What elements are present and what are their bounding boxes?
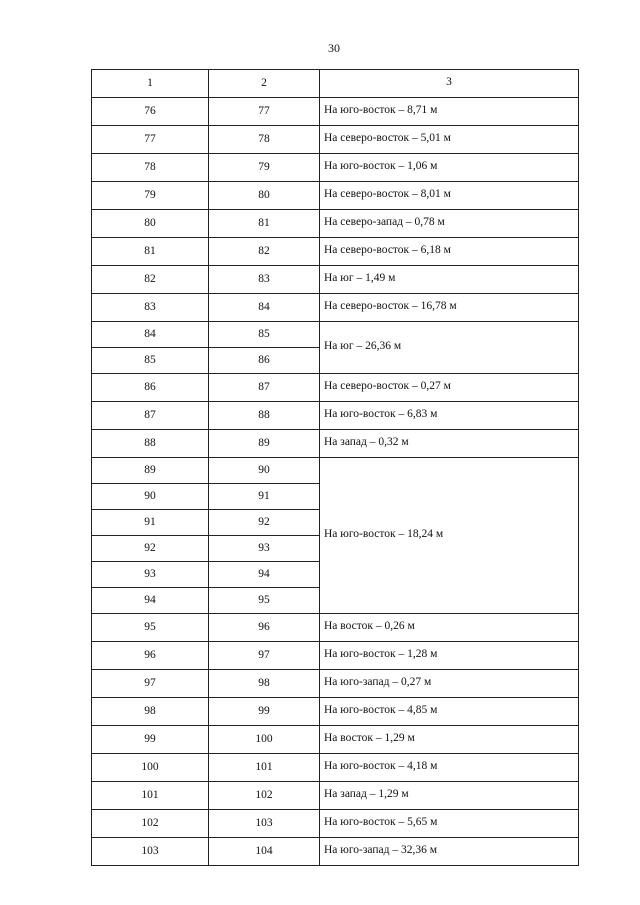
- direction-distance: На юго-восток – 18,24 м: [320, 458, 579, 614]
- direction-distance: На юго-восток – 4,85 м: [320, 698, 579, 726]
- point-to: 78: [209, 126, 320, 154]
- table-row: [92, 614, 579, 642]
- point-to: 85: [209, 322, 320, 348]
- direction-distance: На северо-восток – 5,01 м: [320, 126, 579, 154]
- point-from: 91: [92, 510, 209, 536]
- point-from: 76: [92, 98, 209, 126]
- direction-distance: На юго-восток – 1,06 м: [320, 154, 579, 182]
- point-to: 89: [209, 430, 320, 458]
- point-from: 92: [92, 536, 209, 562]
- point-to: 84: [209, 294, 320, 322]
- header-col-2: 2: [209, 70, 320, 98]
- table-row: [92, 182, 579, 210]
- point-from: 90: [92, 484, 209, 510]
- page-number: 30: [328, 41, 340, 55]
- table-row: [92, 294, 579, 322]
- point-to: 97: [209, 642, 320, 670]
- point-to: 90: [209, 458, 320, 484]
- point-from: 85: [92, 348, 209, 374]
- point-from: 101: [92, 782, 209, 810]
- table-row: [92, 642, 579, 670]
- point-to: 86: [209, 348, 320, 374]
- direction-distance: На восток – 0,26 м: [320, 614, 579, 642]
- point-from: 98: [92, 698, 209, 726]
- direction-distance: На юг – 26,36 м: [320, 322, 579, 374]
- point-from: 82: [92, 266, 209, 294]
- point-from: 81: [92, 238, 209, 266]
- point-to: 99: [209, 698, 320, 726]
- table-row: [92, 210, 579, 238]
- point-to: 94: [209, 562, 320, 588]
- point-from: 97: [92, 670, 209, 698]
- point-to: 102: [209, 782, 320, 810]
- table-row: [92, 374, 579, 402]
- point-to: 100: [209, 726, 320, 754]
- table-row: [92, 698, 579, 726]
- boundary-table: [91, 69, 579, 866]
- table-row: [92, 402, 579, 430]
- direction-distance: На северо-восток – 6,18 м: [320, 238, 579, 266]
- point-to: 77: [209, 98, 320, 126]
- point-from: 77: [92, 126, 209, 154]
- point-to: 101: [209, 754, 320, 782]
- point-to: 95: [209, 588, 320, 614]
- point-from: 79: [92, 182, 209, 210]
- direction-distance: На запад – 0,32 м: [320, 430, 579, 458]
- point-to: 87: [209, 374, 320, 402]
- table-row: [92, 154, 579, 182]
- point-from: 94: [92, 588, 209, 614]
- table-row: [92, 322, 579, 348]
- point-from: 102: [92, 810, 209, 838]
- point-from: 78: [92, 154, 209, 182]
- direction-distance: На юг – 1,49 м: [320, 266, 579, 294]
- direction-distance: На юго-запад – 32,36 м: [320, 838, 579, 866]
- table-row: [92, 266, 579, 294]
- table-row: [92, 754, 579, 782]
- point-from: 83: [92, 294, 209, 322]
- header-col-1: 1: [92, 70, 209, 98]
- table-row: [92, 458, 579, 484]
- point-to: 98: [209, 670, 320, 698]
- direction-distance: На северо-восток – 0,27 м: [320, 374, 579, 402]
- direction-distance: На северо-восток – 16,78 м: [320, 294, 579, 322]
- table-row: [92, 126, 579, 154]
- point-to: 104: [209, 838, 320, 866]
- point-to: 79: [209, 154, 320, 182]
- point-from: 100: [92, 754, 209, 782]
- table-row: [92, 430, 579, 458]
- table-row: [92, 98, 579, 126]
- direction-distance: На северо-запад – 0,78 м: [320, 210, 579, 238]
- point-from: 89: [92, 458, 209, 484]
- direction-distance: На юго-запад – 0,27 м: [320, 670, 579, 698]
- point-from: 103: [92, 838, 209, 866]
- table-row: [92, 810, 579, 838]
- table-header-row: [92, 70, 579, 98]
- table-row: [92, 670, 579, 698]
- point-to: 83: [209, 266, 320, 294]
- point-to: 103: [209, 810, 320, 838]
- direction-distance: На юго-восток – 5,65 м: [320, 810, 579, 838]
- point-to: 93: [209, 536, 320, 562]
- table-row: [92, 238, 579, 266]
- table-row: [92, 726, 579, 754]
- point-from: 96: [92, 642, 209, 670]
- point-from: 87: [92, 402, 209, 430]
- point-from: 99: [92, 726, 209, 754]
- point-to: 80: [209, 182, 320, 210]
- point-from: 88: [92, 430, 209, 458]
- direction-distance: На юго-восток – 8,71 м: [320, 98, 579, 126]
- point-from: 84: [92, 322, 209, 348]
- point-to: 88: [209, 402, 320, 430]
- table-row: [92, 782, 579, 810]
- point-from: 93: [92, 562, 209, 588]
- direction-distance: На юго-восток – 4,18 м: [320, 754, 579, 782]
- point-to: 96: [209, 614, 320, 642]
- header-col-3: 3: [320, 70, 579, 98]
- direction-distance: На восток – 1,29 м: [320, 726, 579, 754]
- point-to: 81: [209, 210, 320, 238]
- direction-distance: На юго-восток – 6,83 м: [320, 402, 579, 430]
- table-row: [92, 838, 579, 866]
- direction-distance: На запад – 1,29 м: [320, 782, 579, 810]
- direction-distance: На северо-восток – 8,01 м: [320, 182, 579, 210]
- direction-distance: На юго-восток – 1,28 м: [320, 642, 579, 670]
- point-to: 91: [209, 484, 320, 510]
- point-from: 80: [92, 210, 209, 238]
- point-to: 82: [209, 238, 320, 266]
- point-from: 95: [92, 614, 209, 642]
- point-from: 86: [92, 374, 209, 402]
- point-to: 92: [209, 510, 320, 536]
